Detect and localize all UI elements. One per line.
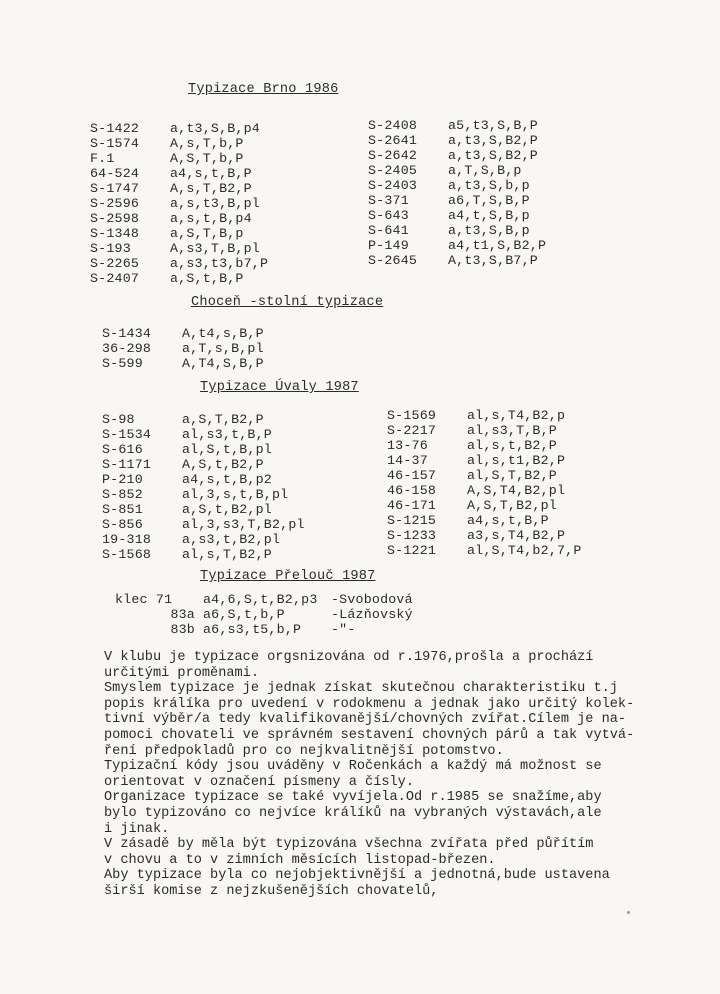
record-value: a,S,t,B2,pl	[182, 502, 272, 517]
chocen-list	[102, 326, 264, 371]
record-row	[368, 193, 546, 208]
record-code: S-599	[102, 356, 143, 371]
record-code: klec 71	[115, 592, 173, 607]
record-row	[102, 341, 264, 356]
record-code: P-210	[102, 472, 143, 487]
record-row	[387, 543, 582, 558]
paragraph-line: širší komise z nejzkušenějších chovatelů,	[104, 883, 439, 899]
record-code: S-2645	[368, 253, 418, 268]
record-value: a,T,S,B,p	[448, 163, 522, 178]
paragraph-line: bylo typizováno co nejvíce králíků na vybraných výstavách,ale	[104, 805, 602, 821]
record-code: 19-318	[102, 532, 152, 547]
record-code: S-1215	[387, 513, 437, 528]
paragraph-line: tivní výběr/a tedy kvalifikovanější/chovných zvířat.Cílem je na-	[104, 712, 627, 728]
record-row	[387, 438, 582, 453]
record-row	[368, 163, 546, 178]
record-row	[90, 181, 268, 196]
record-code: S-852	[102, 487, 143, 502]
record-code: S-2217	[387, 423, 437, 438]
record-value: a,S,t,B,P	[170, 271, 244, 286]
record-code: S-1534	[102, 427, 152, 442]
record-value: al,s3,T,B,P	[467, 423, 557, 438]
record-code: S-2598	[90, 211, 140, 226]
section-title-prelouc: Typizace Přelouč 1987	[200, 569, 376, 584]
record-code: 46-157	[387, 468, 437, 483]
record-value: A,S,t,B2,P	[182, 457, 264, 472]
record-code: S-1171	[102, 457, 152, 472]
record-code: S-616	[102, 442, 143, 457]
record-value: A,T4,S,B,P	[182, 356, 264, 371]
record-row	[368, 133, 546, 148]
paragraph-line: Smyslem typizace je jednak získat skutečnou charakteristiku t.j	[104, 681, 618, 697]
record-row	[387, 453, 582, 468]
record-value: a6,S,t,b,P	[203, 607, 285, 622]
record-value: al,s,T4,B2,p	[467, 408, 566, 423]
record-value: A,t4,s,B,P	[182, 326, 264, 341]
record-value: al,3,s3,T,B2,pl	[182, 517, 305, 532]
record-value: al,3,s,t,B,pl	[182, 487, 289, 502]
record-code: F.1	[90, 151, 115, 166]
record-code: S-643	[368, 208, 409, 223]
body-paragraph	[104, 650, 704, 900]
paragraph-line: Organizace typizace se také vyvíjela.Od r.1985 se snažíme,aby	[104, 790, 602, 806]
record-code: S-851	[102, 502, 143, 517]
paragraph-line: popis králíka pro uvedení v rodokmenu a jednak jako určitý kolek-	[104, 696, 635, 712]
record-code: S-371	[368, 193, 409, 208]
record-row	[90, 226, 268, 241]
record-code: S-2407	[90, 271, 140, 286]
record-code: 13-76	[387, 438, 428, 453]
section-title-brno: Typizace Brno 1986	[188, 82, 339, 97]
record-row	[115, 622, 413, 637]
uvaly-right-list	[387, 408, 582, 558]
record-value: A,s,T,b,P	[170, 136, 244, 151]
record-code: S-2642	[368, 148, 418, 163]
record-value: a,t3,S,B2,P	[448, 133, 538, 148]
record-code: S-193	[90, 241, 131, 256]
paragraph-line: V zásadě by měla být typizována všechna zvířata před půřítím	[104, 837, 594, 853]
record-value: al,s,T,B2,P	[182, 547, 272, 562]
record-row	[90, 151, 268, 166]
record-value: a,s,t3,B,pl	[170, 196, 260, 211]
record-code: S-1574	[90, 136, 140, 151]
uvaly-left-list	[102, 412, 305, 562]
record-value: a4,s,t,B,P	[467, 513, 549, 528]
record-code: P-149	[368, 238, 409, 253]
record-row	[90, 196, 268, 211]
record-value: A,s3,T,B,pl	[170, 241, 260, 256]
record-value: a5,t3,S,B,P	[448, 118, 538, 133]
record-code: S-2641	[368, 133, 418, 148]
record-row	[90, 211, 268, 226]
paragraph-line: pomoci chovateli ve správném sestavení chovných párů a tak vytvá-	[104, 727, 635, 743]
record-row	[387, 513, 582, 528]
paragraph-line: v chovu a to v zimních měsících listopad-březen.	[104, 852, 496, 868]
record-row	[387, 528, 582, 543]
breeder-note: -Svobodová	[331, 592, 413, 607]
record-value: a4,t1,S,B2,P	[448, 238, 547, 253]
record-row	[368, 148, 546, 163]
section-title-chocen: Choceň -stolní typizace	[191, 295, 384, 310]
record-value: a4,t,S,B,p	[448, 208, 530, 223]
record-row	[368, 238, 546, 253]
record-row	[102, 457, 305, 472]
record-value: al,s,t1,B2,P	[467, 453, 566, 468]
record-row	[387, 483, 582, 498]
record-code: 46-158	[387, 483, 437, 498]
record-row	[387, 423, 582, 438]
brno-left-list	[90, 121, 268, 286]
record-row	[102, 427, 305, 442]
record-value: a,t3,S,B,p4	[170, 121, 260, 136]
record-value: a,t3,S,B,p	[448, 223, 530, 238]
record-code: S-1434	[102, 326, 152, 341]
record-row	[102, 517, 305, 532]
record-code: S-2596	[90, 196, 140, 211]
breeder-note: -"-	[331, 622, 356, 637]
record-value: a,s3,t,B2,pl	[182, 532, 281, 547]
record-code: S-1422	[90, 121, 140, 136]
record-row	[90, 121, 268, 136]
record-code: S-1221	[387, 543, 437, 558]
paragraph-line: i jinak.	[104, 821, 170, 837]
record-row	[115, 607, 413, 622]
paragraph-line: orientovat v označení písmeny a čísly.	[104, 774, 414, 790]
record-value: A,t3,S,B7,P	[448, 253, 538, 268]
record-code: 46-171	[387, 498, 437, 513]
record-value: a6,T,S,B,P	[448, 193, 530, 208]
record-row	[102, 472, 305, 487]
record-code: S-2265	[90, 256, 140, 271]
record-row	[90, 166, 268, 181]
record-code: S-2405	[368, 163, 418, 178]
scan-speck	[627, 911, 630, 914]
record-value: a,s,t,B,p4	[170, 211, 252, 226]
record-code: S-1348	[90, 226, 140, 241]
record-code: 83a	[170, 607, 195, 622]
record-row	[387, 408, 582, 423]
record-value: a,s3,t3,b7,P	[170, 256, 269, 271]
record-code: S-1569	[387, 408, 437, 423]
record-code: S-2403	[368, 178, 418, 193]
record-row	[102, 502, 305, 517]
record-row	[368, 253, 546, 268]
breeder-note: -Lázňovský	[331, 607, 413, 622]
record-row	[102, 442, 305, 457]
record-code: 64-524	[90, 166, 140, 181]
record-row	[102, 532, 305, 547]
paragraph-line: V klubu je typizace orgsnizována od r.1976,prošla a prochází	[104, 650, 594, 665]
record-value: al,S,t,B,pl	[182, 442, 272, 457]
record-value: a6,s3,t5,b,P	[203, 622, 302, 637]
record-code: S-1233	[387, 528, 437, 543]
record-value: a,S,T,B2,P	[182, 412, 264, 427]
record-row	[102, 487, 305, 502]
record-value: a,T,s,B,pl	[182, 341, 264, 356]
record-row	[368, 223, 546, 238]
record-row	[387, 498, 582, 513]
record-value: A,S,T4,B2,pl	[467, 483, 566, 498]
record-row	[90, 271, 268, 286]
record-value: a,t3,S,b,p	[448, 178, 530, 193]
record-row	[102, 326, 264, 341]
record-row	[368, 178, 546, 193]
record-value: a4,s,t,B,p2	[182, 472, 272, 487]
prelouc-list	[115, 592, 413, 637]
record-value: a3,s,T4,B2,P	[467, 528, 566, 543]
record-row	[90, 256, 268, 271]
record-value: a4,6,S,t,B2,p3	[203, 592, 318, 607]
record-row	[115, 592, 413, 607]
record-value: a,S,T,B,p	[170, 226, 244, 241]
paragraph-line: Aby typizace byla co nejobjektivnější a jednotná,bude ustavena	[104, 868, 610, 884]
record-value: A,s,T,B2,P	[170, 181, 252, 196]
paragraph-line: ření předpokladů pro co nejkvalitnější potomstvo.	[104, 743, 504, 759]
record-row	[102, 547, 305, 562]
record-code: S-641	[368, 223, 409, 238]
record-code: S-98	[102, 412, 135, 427]
record-value: al,s3,t,B,P	[182, 427, 272, 442]
record-value: a4,s,t,B,P	[170, 166, 252, 181]
record-value: al,s,t,B2,P	[467, 438, 557, 453]
record-code: S-856	[102, 517, 143, 532]
record-row	[368, 118, 546, 133]
record-row	[90, 136, 268, 151]
paragraph-line: Typizační kódy jsou uváděny v Ročenkách a každý má možnost se	[104, 759, 602, 775]
record-value: A,S,T,b,P	[170, 151, 244, 166]
record-value: a,t3,S,B2,P	[448, 148, 538, 163]
record-row	[102, 356, 264, 371]
record-row	[387, 468, 582, 483]
record-code: S-1747	[90, 181, 140, 196]
record-value: A,S,T,B2,pl	[467, 498, 557, 513]
record-row	[102, 412, 305, 427]
paragraph-line: určitými proměnami.	[104, 665, 259, 681]
record-code: S-1568	[102, 547, 152, 562]
record-code: 14-37	[387, 453, 428, 468]
record-row	[90, 241, 268, 256]
record-code: 36-298	[102, 341, 152, 356]
brno-right-list	[368, 118, 546, 268]
record-row	[368, 208, 546, 223]
section-title-uvaly: Typizace Úvaly 1987	[200, 380, 359, 395]
record-value: al,S,T4,b2,7,P	[467, 543, 582, 558]
record-value: al,S,T,B2,P	[467, 468, 557, 483]
record-code: S-2408	[368, 118, 418, 133]
record-code: 83b	[170, 622, 195, 637]
